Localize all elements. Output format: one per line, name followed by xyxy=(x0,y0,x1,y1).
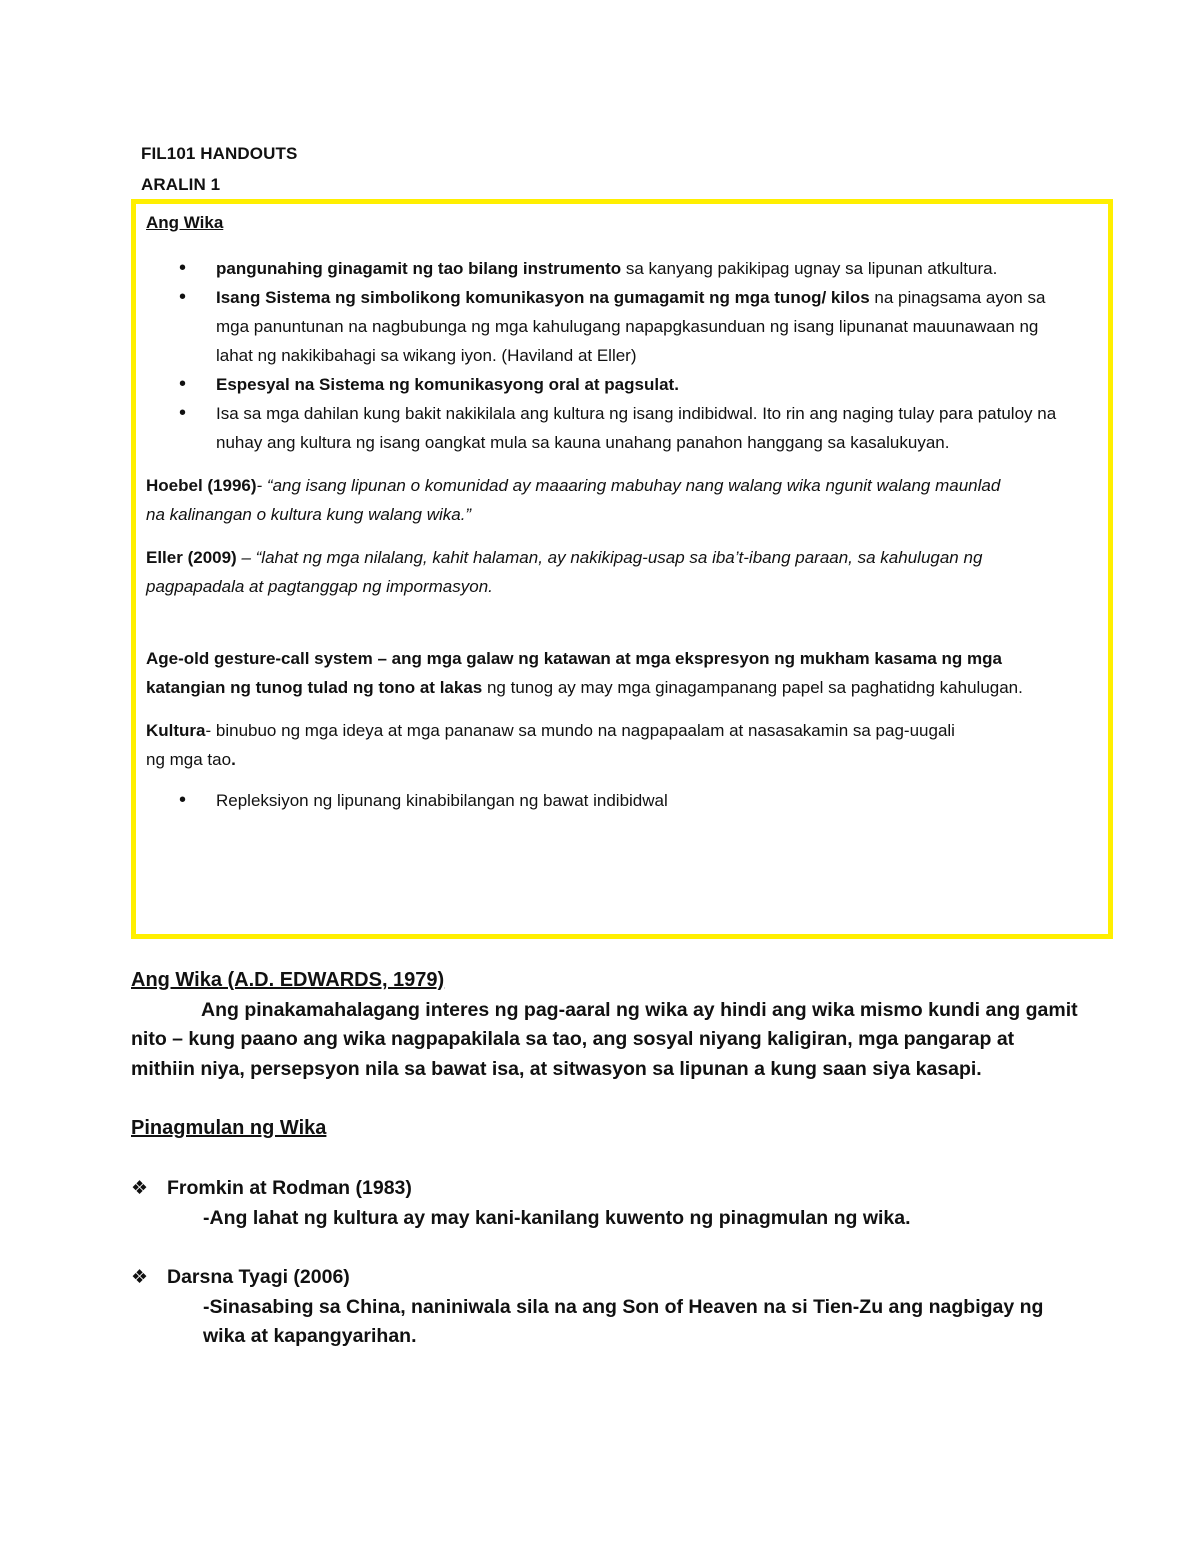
highlight-box xyxy=(131,199,1113,939)
bullet-text: Isa sa mga dahilan kung bakit nakikilala ang kultura ng isang indibidwal. Ito rin ang naging tulay para patuloy na nuhay ang kultura ng isang oangkat mula sa kauna unahang panahon hanggang sa kasalukuyan. xyxy=(216,404,1057,452)
edwards-section xyxy=(131,966,1081,1084)
kultura-text: - binubuo ng mga ideya at mga pananaw sa mundo na nagpapaalam at nasasakamin sa pag-uugali ng mga tao xyxy=(146,721,955,769)
kultura-end: . xyxy=(231,750,236,769)
gesture-bold-text: Age-old gesture-call system – ang mga galaw ng katawan at mga ekspresyon ng mukham kasama ng mga katangian ng tunog tulad ng tono at lakas xyxy=(146,649,1002,697)
bullet-text: sa kanyang pakikipag ugnay sa lipunan atkultura. xyxy=(621,259,998,278)
bullet-text: na pinagsama ayon sa mga panuntunan na nagbubunga ng mga kahulugang napapgkasunduan ng isang lipunanat mauunawaan ng lahat ng nakikibahagi sa wikang iyon. (Haviland at Eller) xyxy=(216,288,1046,365)
edwards-bold-text: Ang pinakamahalagang interes ng pag-aaral ng wika ay hindi ang wika mismo kundi ang gamit nito xyxy=(131,998,1078,1050)
bullet-bold-text: pangunahing ginagamit ng tao bilang instrumento xyxy=(216,259,622,278)
origin-item-fromkin xyxy=(131,1174,1081,1233)
list-item xyxy=(146,786,1098,815)
hoebel-quote xyxy=(146,471,1098,529)
eller-label: Eller (2009) xyxy=(146,548,237,567)
box-title: Ang Wika xyxy=(146,213,224,232)
edwards-paragraph xyxy=(131,996,1081,1085)
edwards-title: Ang Wika (A.D. EDWARDS, 1979) xyxy=(131,969,445,991)
eller-quote xyxy=(146,543,1098,601)
course-title: FIL101 HANDOUTS xyxy=(141,144,298,163)
kultura-bullet-list xyxy=(146,786,1098,815)
origin-item-name: Darsna Tyagi (2006) xyxy=(167,1266,350,1288)
list-item xyxy=(146,283,1098,370)
origin-section xyxy=(131,1114,1081,1144)
origin-item-desc: -Ang lahat ng kultura ay may kani-kanilang kuwento ng pinagmulan ng wika. xyxy=(203,1206,911,1229)
bullet-icon: • xyxy=(179,789,187,811)
highlight-box-content xyxy=(146,208,1098,815)
origin-title: Pinagmulan ng Wika xyxy=(131,1117,327,1139)
bullet-bold-text: Isang Sistema ng simbolikong komunikasyon na gumagamit ng mga tunog/ kilos xyxy=(216,288,870,307)
diamond-bullet-icon: ❖ xyxy=(131,1267,149,1288)
hoebel-text: - “ang isang lipunan o komunidad ay maaaring mabuhay nang walang wika ngunit walang maunlad na kalinangan o kultura kung walang wika.” xyxy=(146,476,1001,524)
origin-item-desc: -Sinasabing sa China, naniniwala sila na ang Son of Heaven na si Tien-Zu ang nagbigay ng wika at kapangyarihan. xyxy=(203,1295,1044,1347)
bullet-bold-text: Espesyal na Sistema ng komunikasyong oral at pagsulat. xyxy=(216,375,679,394)
list-item xyxy=(146,399,1098,457)
kultura-paragraph xyxy=(146,716,1098,774)
bullet-icon: • xyxy=(179,373,187,395)
bullet-icon: • xyxy=(179,286,187,308)
kultura-label: Kultura xyxy=(146,721,206,740)
origin-item-tyagi xyxy=(131,1263,1081,1352)
hoebel-label: Hoebel (1996) xyxy=(146,476,257,495)
origin-item-name: Fromkin at Rodman (1983) xyxy=(167,1177,412,1199)
lesson-title: ARALIN 1 xyxy=(141,175,221,194)
gesture-paragraph xyxy=(146,644,1098,702)
eller-text: – “lahat ng mga nilalang, kahit halaman, ay nakikipag-usap sa iba’t-ibang paraan, sa kahulugan ng pagpapadala at pagtanggap ng impormasyon. xyxy=(146,548,983,596)
list-item xyxy=(146,370,1098,399)
gesture-text: ng tunog ay may mga ginagampanang papel sa paghatidng kahulugan. xyxy=(482,678,1023,697)
edwards-text: – kung paano ang wika nagpapakilala sa tao, ang sosyal niyang kaligiran, mga pangarap at mithiin niya, persepsyon nila sa bawat isa, at sitwasyon sa lipunan a kung saan siya kasapi. xyxy=(131,1028,1015,1080)
list-item xyxy=(146,254,1098,283)
bullet-icon: • xyxy=(179,257,187,279)
wika-bullet-list xyxy=(146,254,1098,457)
bullet-icon: • xyxy=(179,402,187,424)
diamond-bullet-icon: ❖ xyxy=(131,1178,149,1199)
bullet-text: Repleksiyon ng lipunang kinabibilangan ng bawat indibidwal xyxy=(216,791,668,810)
